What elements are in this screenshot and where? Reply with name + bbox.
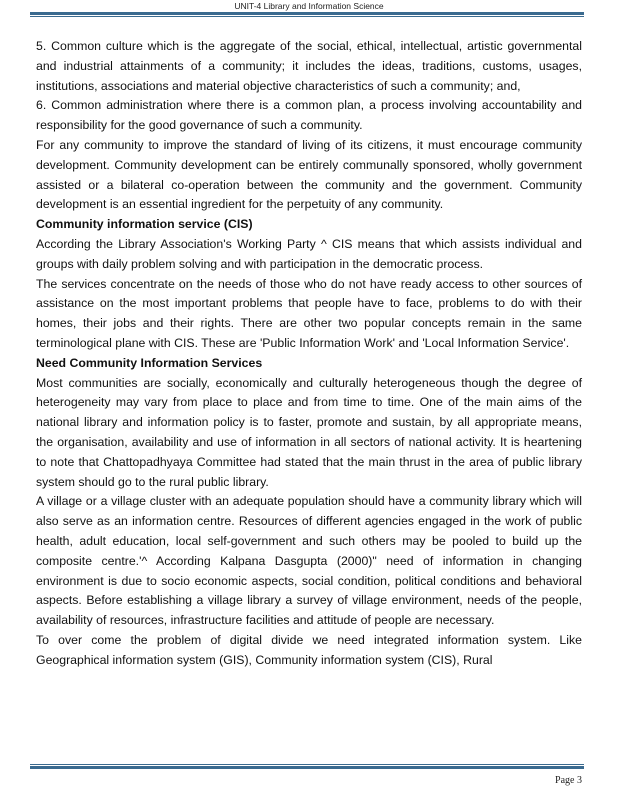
- paragraph: For any community to improve the standard of living of its citizens, it must encourage community development. Community development can be entirely communally sponsored, wholly government assisted or a bilateral co-operation between the community and the government. Community development is an essential ingredient for the perpetuity of any community.: [36, 137, 582, 212]
- paragraph: According the Library Association's Working Party ^ CIS means that which assists individual and groups with daily problem solving and with participation in the democratic process.: [36, 236, 582, 271]
- section-heading-need-cis: Need Community Information Services: [36, 355, 263, 370]
- header-rule-thin: [30, 16, 584, 17]
- paragraph: Most communities are socially, economically and culturally heterogeneous though the degree of heterogeneity may vary from place to place and from time to time. One of the main aims of the national library and information policy is to faster, promote and sustain, by all appropriate means, the organisation, availability and use of information in all sectors of national activity. It is heartening to note that Chattopadhyaya Committee had stated that the main thrust in the area of public library system should go to the rural public library.: [36, 375, 582, 489]
- footer-rule-thin: [30, 764, 584, 765]
- page-body: [36, 37, 582, 671]
- paragraph: 5. Common culture which is the aggregate of the social, ethical, intellectual, artistic governmental and industrial attainments of a community; it includes the ideas, traditions, customs, usages, institutions, associations and material objective characteristics of such a community; and,: [36, 39, 582, 93]
- paragraph: 6. Common administration where there is a common plan, a process involving accountability and responsibility for the good governance of such a community.: [36, 98, 582, 133]
- paragraph: The services concentrate on the needs of those who do not have ready access to other sources of assistance on the most important problems that people have to face, problems to do with their homes, their jobs and their rights. There are other two popular concepts remain in the same terminological plane with CIS. These are 'Public Information Work' and 'Local Information Service'.: [36, 276, 582, 350]
- header-rule-thick: [30, 12, 584, 15]
- running-header: UNIT-4 Library and Information Science: [234, 1, 384, 11]
- section-heading-cis: Community information service (CIS): [36, 217, 253, 232]
- paragraph: To over come the problem of digital divide we need integrated information system. Like Geographical information system (GIS), Community information system (CIS), Rural: [36, 632, 582, 667]
- paragraph: A village or a village cluster with an adequate population should have a community library which will also serve as an information centre. Resources of different agencies engaged in the work of public health, adult education, local self-government and such others may be pooled to build up the composite centre.'^ According Kalpana Dasgupta (2000)" need of information in changing environment is due to socio economic aspects, social condition, political conditions and behavioral aspects. Before establishing a village library a survey of village environment, needs of the people, availability of resources, infrastructure facilities and attitude of people are necessary.: [36, 494, 582, 628]
- page-number: Page 3: [555, 775, 582, 786]
- footer-rule-thick: [30, 766, 584, 769]
